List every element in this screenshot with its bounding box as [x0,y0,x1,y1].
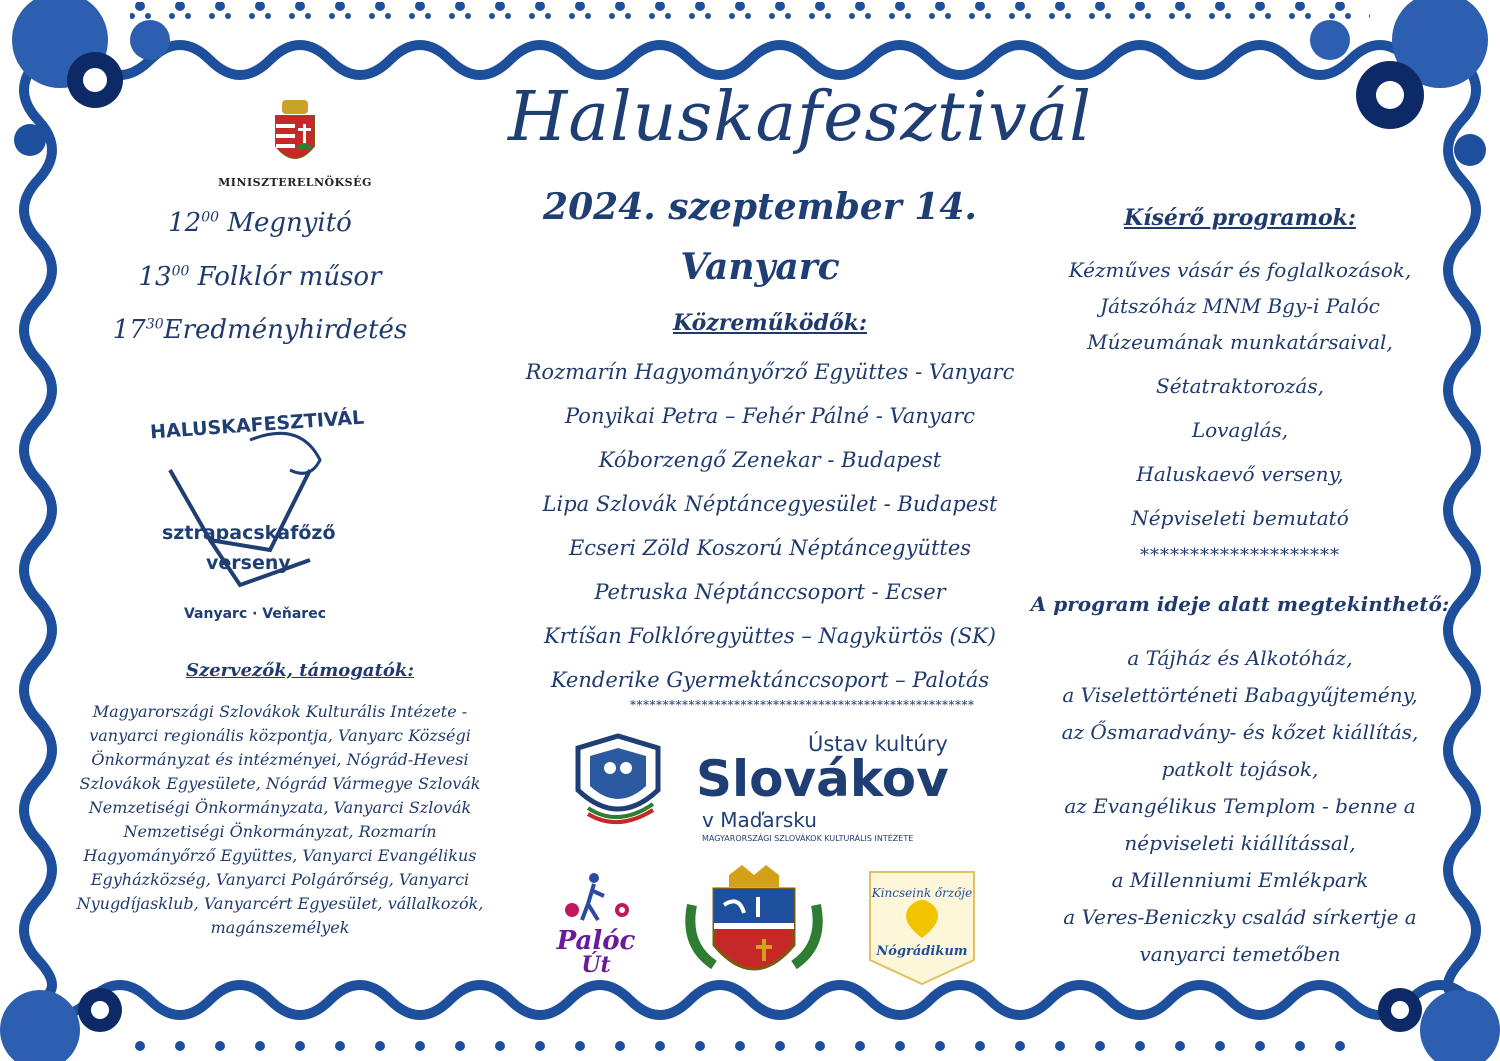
side-program-item: Múzeumának munkatársaival, [1087,330,1393,354]
slovakov-line3: v Maďarsku [702,808,817,832]
festival-logo [149,400,365,630]
contributor-item: Lipa Szlovák Néptáncegyesület - Budapest [542,492,998,516]
side-program-item: Játszóház MNM Bgy-i Palóc [1100,294,1380,318]
organizers-heading: Szervezők, támogatók: [185,660,414,681]
exhibit-item: a Millenniumi Emlékpark [1111,868,1369,892]
festival-logo-caption: Vanyarc · Veňarec [183,606,326,622]
event-date: 2024. szeptember 14. [543,186,977,228]
festival-logo-verseny: verseny [206,552,291,574]
exhibit-item: népviseleti kiállítással, [1124,831,1356,855]
slovakov-logo [568,728,978,853]
paloc-line1: Palóc [556,926,636,956]
contributor-item: Ecseri Zöld Koszorú Néptáncegyüttes [568,536,972,560]
exhibit-item: az Ősmaradvány- és kőzet kiállítás, [1061,720,1419,744]
contributor-item: Petruska Néptánccsoport - Ecser [594,580,946,604]
nogradikum-logo [866,868,978,986]
contributors-list [490,350,1050,702]
separator: ***************************************************** [630,698,975,712]
contributor-item: Krtíšan Folklóregyüttes – Nagykürtös (SK) [544,624,996,648]
vanyarc-coat-of-arms-icon [684,865,824,993]
nogradikum-line1: Kincseink őrzője [871,886,973,900]
contributor-item: Ponyikai Petra – Fehér Pálné - Vanyarc [565,404,975,428]
ministry-label: MINISZTERELNÖKSÉG [218,176,372,189]
side-program-item: Sétatraktorozás, [1156,374,1324,398]
exhibit-item: patkolt tojások, [1161,757,1319,781]
side-program-item: Haluskaevő verseny, [1136,462,1344,486]
page-title: Haluskafesztivál [508,78,1092,157]
schedule-item: $12^{00}$ Megnyitó [168,208,352,238]
side-programs-list [1040,252,1440,536]
slovakov-shield-icon [568,728,668,838]
exhibit-item: vanyarci temetőben [1139,942,1341,966]
slovakov-line2: Slovákov [696,750,949,808]
side-program-item: Lovaglás, [1191,418,1289,442]
exhibit-item: az Evangélikus Templom - benne a [1064,794,1416,818]
schedule-item: $17^{30}Eredményhirdetés$ [112,315,408,345]
festival-logo-subtitle: sztrapacskafőző [162,522,336,544]
festival-logo-title: HALUSKAFESZTIVÁL [149,406,365,444]
exhibits-heading: A program ideje alatt megtekinthető: [1030,592,1450,616]
side-program-item: Népviseleti bemutató [1131,506,1349,530]
contributors-heading: Közreműködők: [672,310,867,336]
exhibits-list [1040,640,1440,973]
organizers-text: Magyarországi Szlovákok Kulturális Intézete - vanyarci regionális központja, Vanyarc Községi Önkormányzat és intézményei, Nógrád-Hevesi Szlovákok Egyesülete, Nógrád Vármegye Szlovák Nemzetiségi Önkormányzata, Vanyarci Szlovák Nemzetiségi Önkormányzat, Rozmarín Hagyományőrző Együttes, Vanyarci Evangélikus Egyházközség, Vanyarci Polgárőrség, Vanyarci Nyugdíjasklub, Vanyarcért Egyesület, vállalkozók, magánszemélyek [76,702,484,937]
exhibit-item: a Veres-Beniczky család sírkertje a [1063,905,1417,929]
paloc-line2: Út [581,952,611,978]
paloc-ut-logo [548,870,644,982]
exhibit-item: a Viselettörténeti Babagyűjtemény, [1062,683,1418,707]
contributor-item: Kenderike Gyermektánccsoport – Palotás [550,668,990,692]
hiker-icon [558,870,638,926]
event-place: Vanyarc [680,246,840,288]
schedule-item: $13^{00}$ Folklór műsor [138,262,382,292]
hungarian-coat-of-arms-icon [270,100,320,170]
nogradikum-line2: Nógrádikum [876,944,968,959]
side-programs-heading: Kísérő programok: [1124,205,1356,231]
stars-separator: ******************** [1140,545,1340,566]
exhibit-item: a Tájház és Alkotóház, [1127,646,1353,670]
slovakov-line1: Ústav kultúry [808,732,948,756]
side-program-item: Kézműves vásár és foglalkozások, [1068,258,1412,282]
contributor-item: Rozmarín Hagyományőrző Együttes - Vanyarc [525,360,1015,384]
contributor-item: Kóborzengő Zenekar - Budapest [598,448,942,472]
slovakov-line4: MAGYARORSZÁGI SZLOVÁKOK KULTURÁLIS INTÉZETE [702,834,914,843]
